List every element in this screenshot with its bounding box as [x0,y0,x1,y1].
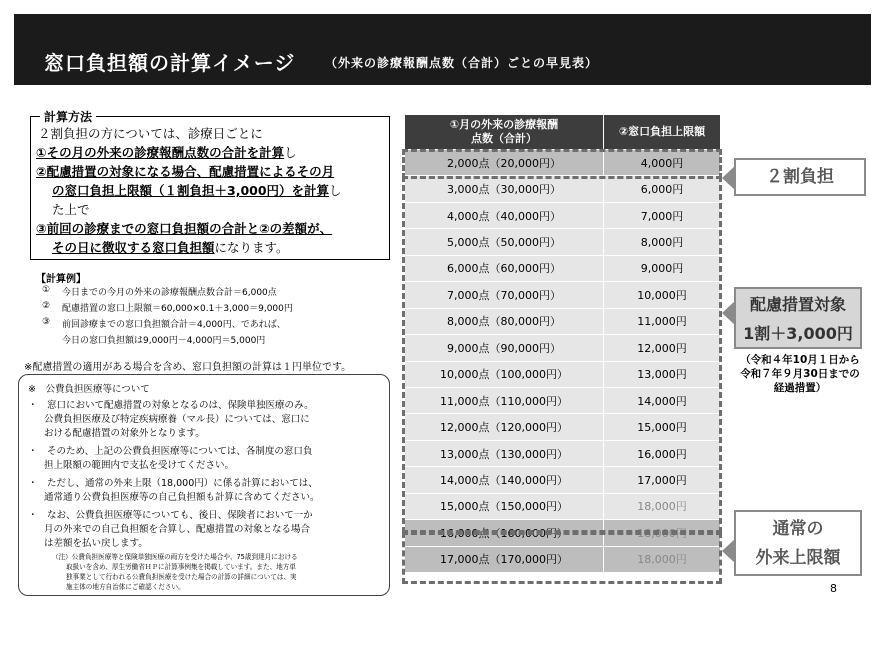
public-expense-line: 担上限額の範囲内で支払を受けてください。 [44,460,235,471]
public-expense-line: 通常通り公費負担医療等の自己負担額も計算に含めてください。 [44,492,320,503]
public-expense-line: ・ 窓口において配慮措置の対象となるのは、保険単独医療のみ。 [28,400,314,411]
example-text: 今日の窓口負担額は9,000円－4,000円＝5,000円 [62,336,266,346]
points-cell: 2,000点（20,000円） [405,150,604,176]
public-expense-line: ・ そのため、上記の公費負担医療等については、各制度の窓口負 [28,446,313,457]
table-row [405,467,721,493]
limit-cell: 6,000円 [604,176,721,202]
public-expense-line: は差額を払い戻します。 [44,538,148,549]
example-text: 配慮措置の窓口上限額＝60,000×0.1＋3,000＝9,000円 [62,304,293,314]
normal-limit-l1: 通常の [772,519,824,539]
label-care-measure [734,287,862,349]
example-num: ② [42,301,51,311]
table-row [405,255,721,281]
care-measure-formula: 1割＋3,000円 [743,324,853,343]
col-header-points: ①月の外来の診療報酬 点数（合計） [405,115,604,150]
public-expense-line: 公費負担医療及び特定疾病療養（マル長）については、窓口に [44,414,310,425]
points-cell: 3,000点（30,000円） [405,176,604,202]
col-header-limit: ②窓口負担上限額 [604,115,721,150]
unit-note: ※配慮措置の適用がある場合を含め、窓口負担額の計算は１円単位です。 [24,362,352,373]
limit-cell: 9,000円 [604,255,721,281]
limit-cell: 17,000円 [604,467,721,493]
table-row [405,176,721,202]
care-measure-title: 配慮措置対象 [749,295,846,314]
table-header-row [405,115,721,150]
quick-reference-table [404,114,721,573]
limit-cell: 15,000円 [604,414,721,440]
limit-cell: 18,000円 [604,493,721,519]
limit-cell: 16,000円 [604,440,721,466]
calc-intro: ２割負担の方については、診療日ごとに [38,126,263,141]
example-text: 今日までの今月の外来の診療報酬点数合計＝6,000点 [62,288,277,298]
public-expense-footnote: 施主体の地方自治体にご確認ください。 [66,583,185,591]
points-cell: 14,000点（140,000円） [405,467,604,493]
limit-cell: 13,000円 [604,361,721,387]
calc-step-2: ②配慮措置の対象になる場合、配慮措置によるその月 [36,164,335,179]
limit-cell: 18,000円 [604,546,721,572]
table-row [405,308,721,334]
label-normal-limit [734,510,862,576]
public-expense-line: ・ なお、公費負担医療等についても、後日、保険者において一か [28,510,313,521]
points-cell: 17,000点（170,000円） [405,546,604,572]
page-title: 窓口負担額の計算イメージ [44,51,296,75]
calc-step-3: ③前回の診療までの窓口負担額の合計と②の差額が、 [36,221,333,236]
points-cell: 15,000点（150,000円） [405,493,604,519]
calc-step-3-cont: その日に徴収する窓口負担額になります。 [52,240,289,255]
public-expense-title: ※ 公費負担医療等について [28,384,150,395]
table-row [405,361,721,387]
example-title: 【計算例】 [36,274,86,285]
points-cell: 9,000点（90,000円） [405,335,604,361]
points-cell: 10,000点（100,000円） [405,361,604,387]
table-row [405,414,721,440]
table-row [405,387,721,413]
public-expense-footnote: 独事業として行われる公費負担医療を受けた場合の計算の詳細については、実 [66,573,297,581]
points-cell: 16,000点（160,000円） [405,520,604,546]
limit-cell: 8,000円 [604,229,721,255]
table-row [405,229,721,255]
points-cell: 7,000点（70,000円） [405,282,604,308]
calc-step-2-end: た上で [52,202,90,217]
points-cell: 5,000点（50,000円） [405,229,604,255]
limit-cell: 7,000円 [604,202,721,228]
example-text: 前回診療までの窓口負担額合計＝4,000円、であれば、 [62,320,286,330]
points-cell: 13,000点（130,000円） [405,440,604,466]
page-subtitle: （外来の診療報酬点数（合計）ごとの早見表） [325,56,599,70]
example-num: ③ [42,317,51,327]
public-expense-footnote: 取扱いを含め、厚生労働省ＨＰに計算事例集を掲載しています。また、地方単 [66,563,296,571]
public-expense-footnote: （注）公費負担医療等と保険単独医療の両方を受けた場合や、75歳到達月における [52,553,298,561]
table-row [405,335,721,361]
calc-step-1: ①その月の外来の診療報酬点数の合計を計算し [36,145,297,160]
table-row [405,440,721,466]
calc-method-legend: 計算方法 [40,108,96,125]
limit-cell: 14,000円 [604,387,721,413]
normal-limit-l2: 外来上限額 [755,548,841,568]
limit-cell: 11,000円 [604,308,721,334]
calc-step-2-cont: の窓口負担上限額（１割負担＋3,000円）を計算し [52,183,342,198]
table-row [405,202,721,228]
public-expense-line: 月の外来での自己負担額を合算し、配慮措置の対象となる場合 [44,524,311,535]
limit-cell: 18,000円 [604,520,721,546]
label-two-tier: ２割負担 [734,158,866,196]
page-number: 8 [830,582,837,595]
points-cell: 11,000点（110,000円） [405,387,604,413]
limit-cell: 10,000円 [604,282,721,308]
table-row [405,282,721,308]
example-num: ① [42,285,51,295]
points-cell: 4,000点（40,000円） [405,202,604,228]
table-row [405,546,721,572]
public-expense-line: おける配慮措置の対象外となります。 [44,428,205,439]
table-row [405,493,721,519]
points-cell: 12,000点（120,000円） [405,414,604,440]
table-row [405,150,721,176]
limit-cell: 4,000円 [604,150,721,176]
public-expense-line: ・ ただし、通常の外来上限（18,000円）に係る計算においては、 [28,478,318,489]
care-measure-note: （令和４年10月１日から 令和７年９月30日までの 経過措置） [740,354,860,394]
points-cell: 6,000点（60,000円） [405,255,604,281]
points-cell: 8,000点（80,000円） [405,308,604,334]
table-row [405,520,721,546]
limit-cell: 12,000円 [604,335,721,361]
